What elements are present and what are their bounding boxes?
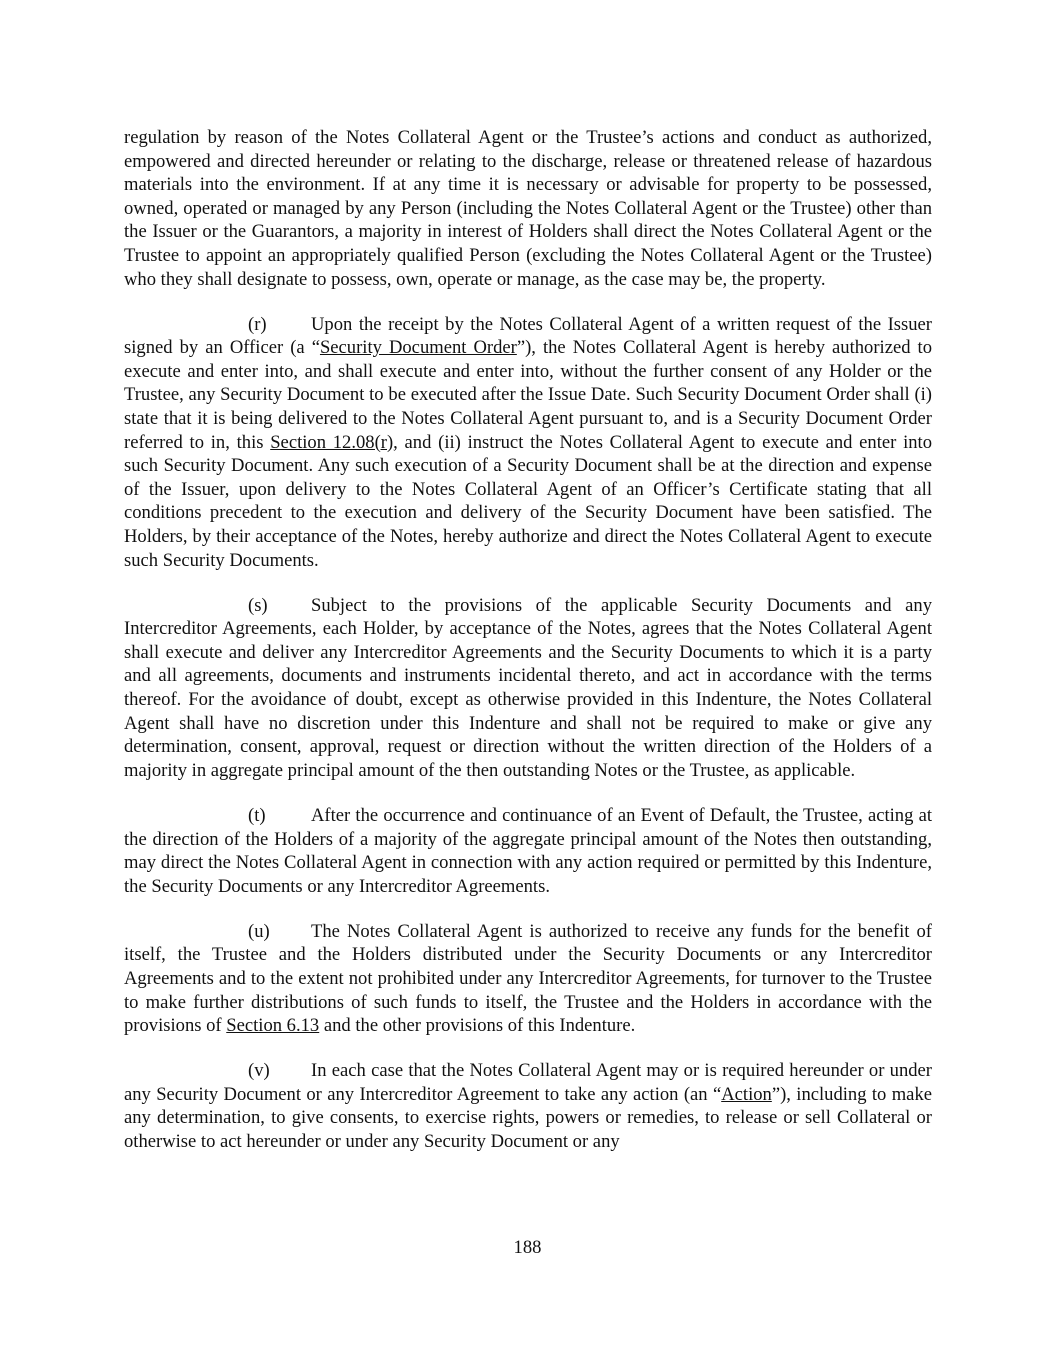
paragraph-r-text-3: , and (ii) instruct the Notes Collateral Agent to execute and enter into such Security Document. Any such execution of a Security Document shall be at the direction and expense of the Issuer, upon delivery to the Notes Collateral Agent of an Officer’s Certificate stating that all conditions precedent to the execution and delivery of the Security Document have been satisfied. The Holders, by their acceptance of the Notes, hereby authorize and direct the Notes Collateral Agent to execute such Security Documents. <box>124 431 932 571</box>
paragraph-r-text-1: Upon the receipt by the Notes Collateral Agent of a written request of the Issuer signed by an Officer (a “ <box>124 313 932 359</box>
section-reference-12-08-r[interactable]: Section 12.08(r) <box>270 431 394 453</box>
paragraph-q-continuation: regulation by reason of the Notes Collateral Agent or the Trustee’s actions and conduct as authorized, empowered and directed hereunder or relating to the discharge, release or threatened release of hazardous materials into the environment. If at any time it is necessary or advisable for property to be possessed, owned, operated or managed by any Person (including the Notes Collateral Agent or the Trustee) other than the Issuer or the Guarantors, a majority in interest of Holders shall direct the Notes Collateral Agent or the Trustee to appoint an appropriately qualified Person (excluding the Notes Collateral Agent or the Trustee) who they shall designate to possess, own, operate or manage, as the case may be, the property. <box>124 127 932 290</box>
item-label-s: (s) <box>248 594 268 616</box>
defined-term-action: Action <box>721 1083 772 1105</box>
paragraph-s <box>124 594 932 783</box>
paragraph-u-text-1: The Notes Collateral Agent is authorized to receive any funds for the benefit of itself, the Trustee and the Holders distributed under the Security Documents or any Intercreditor Agreements and to the extent not prohibited under any Intercreditor Agreements, for turnover to the Trustee to make further distributions of such funds to itself, the Trustee and the Holders in accordance with the provisions of <box>124 920 932 1037</box>
paragraph-t-text: After the occurrence and continuance of an Event of Default, the Trustee, acting at the direction of the Holders of a majority of the aggregate principal amount of the Notes then outstanding, may direct the Notes Collateral Agent in connection with any action required or permitted by this Indenture, the Security Documents or any Intercreditor Agreements. <box>124 804 932 897</box>
paragraph-v-text-2: ”), including to make any determination, to give consents, to exercise rights, powers or remedies, to release or sell Collateral or otherwise to act hereunder or under any Security Document or any <box>124 1083 932 1153</box>
paragraph-r <box>124 313 932 573</box>
item-label-t: (t) <box>248 804 266 826</box>
paragraph-t <box>124 804 932 898</box>
paragraph-u <box>124 920 932 1038</box>
paragraph-v <box>124 1059 932 1153</box>
section-reference-6-13[interactable]: Section 6.13 <box>226 1015 320 1037</box>
paragraph-s-text: Subject to the provisions of the applicable Security Documents and any Intercreditor Agreements, each Holder, by acceptance of the Notes, agrees that the Notes Collateral Agent shall execute and deliver any Intercreditor Agreements and the Security Documents to which it is a party and all agreements, documents and instruments incidental thereto, and act in accordance with the terms thereof. For the avoidance of doubt, except as otherwise provided in this Indenture, the Notes Collateral Agent shall have no discretion under this Indenture and shall not be required to make or give any determination, consent, approval, request or direction without the written direction of the Holders of a majority in aggregate principal amount of the then outstanding Notes or the Trustee, as applicable. <box>124 594 932 781</box>
defined-term-security-document-order: Security Document Order <box>319 337 517 359</box>
item-label-v: (v) <box>248 1060 270 1082</box>
paragraph-r-text-2: ”), the Notes Collateral Agent is hereby authorized to execute and enter into, and shall execute and enter into, without the further consent of any Holder or the Trustee, any Security Document to be executed after the Issue Date. Such Security Document Order shall (i) state that it is being delivered to the Notes Collateral Agent pursuant to, and is a Security Document Order referred to in, this <box>124 337 933 453</box>
paragraph-u-text-2: and the other provisions of this Indenture. <box>319 1015 636 1037</box>
paragraph-v-text-1: In each case that the Notes Collateral Agent may or is required hereunder or under any Security Document or any Intercreditor Agreement to take any action (an “ <box>124 1060 932 1105</box>
item-label-r: (r) <box>248 313 267 335</box>
page-number: 188 <box>513 1237 542 1258</box>
item-label-u: (u) <box>248 920 270 942</box>
document-body <box>124 126 932 1175</box>
